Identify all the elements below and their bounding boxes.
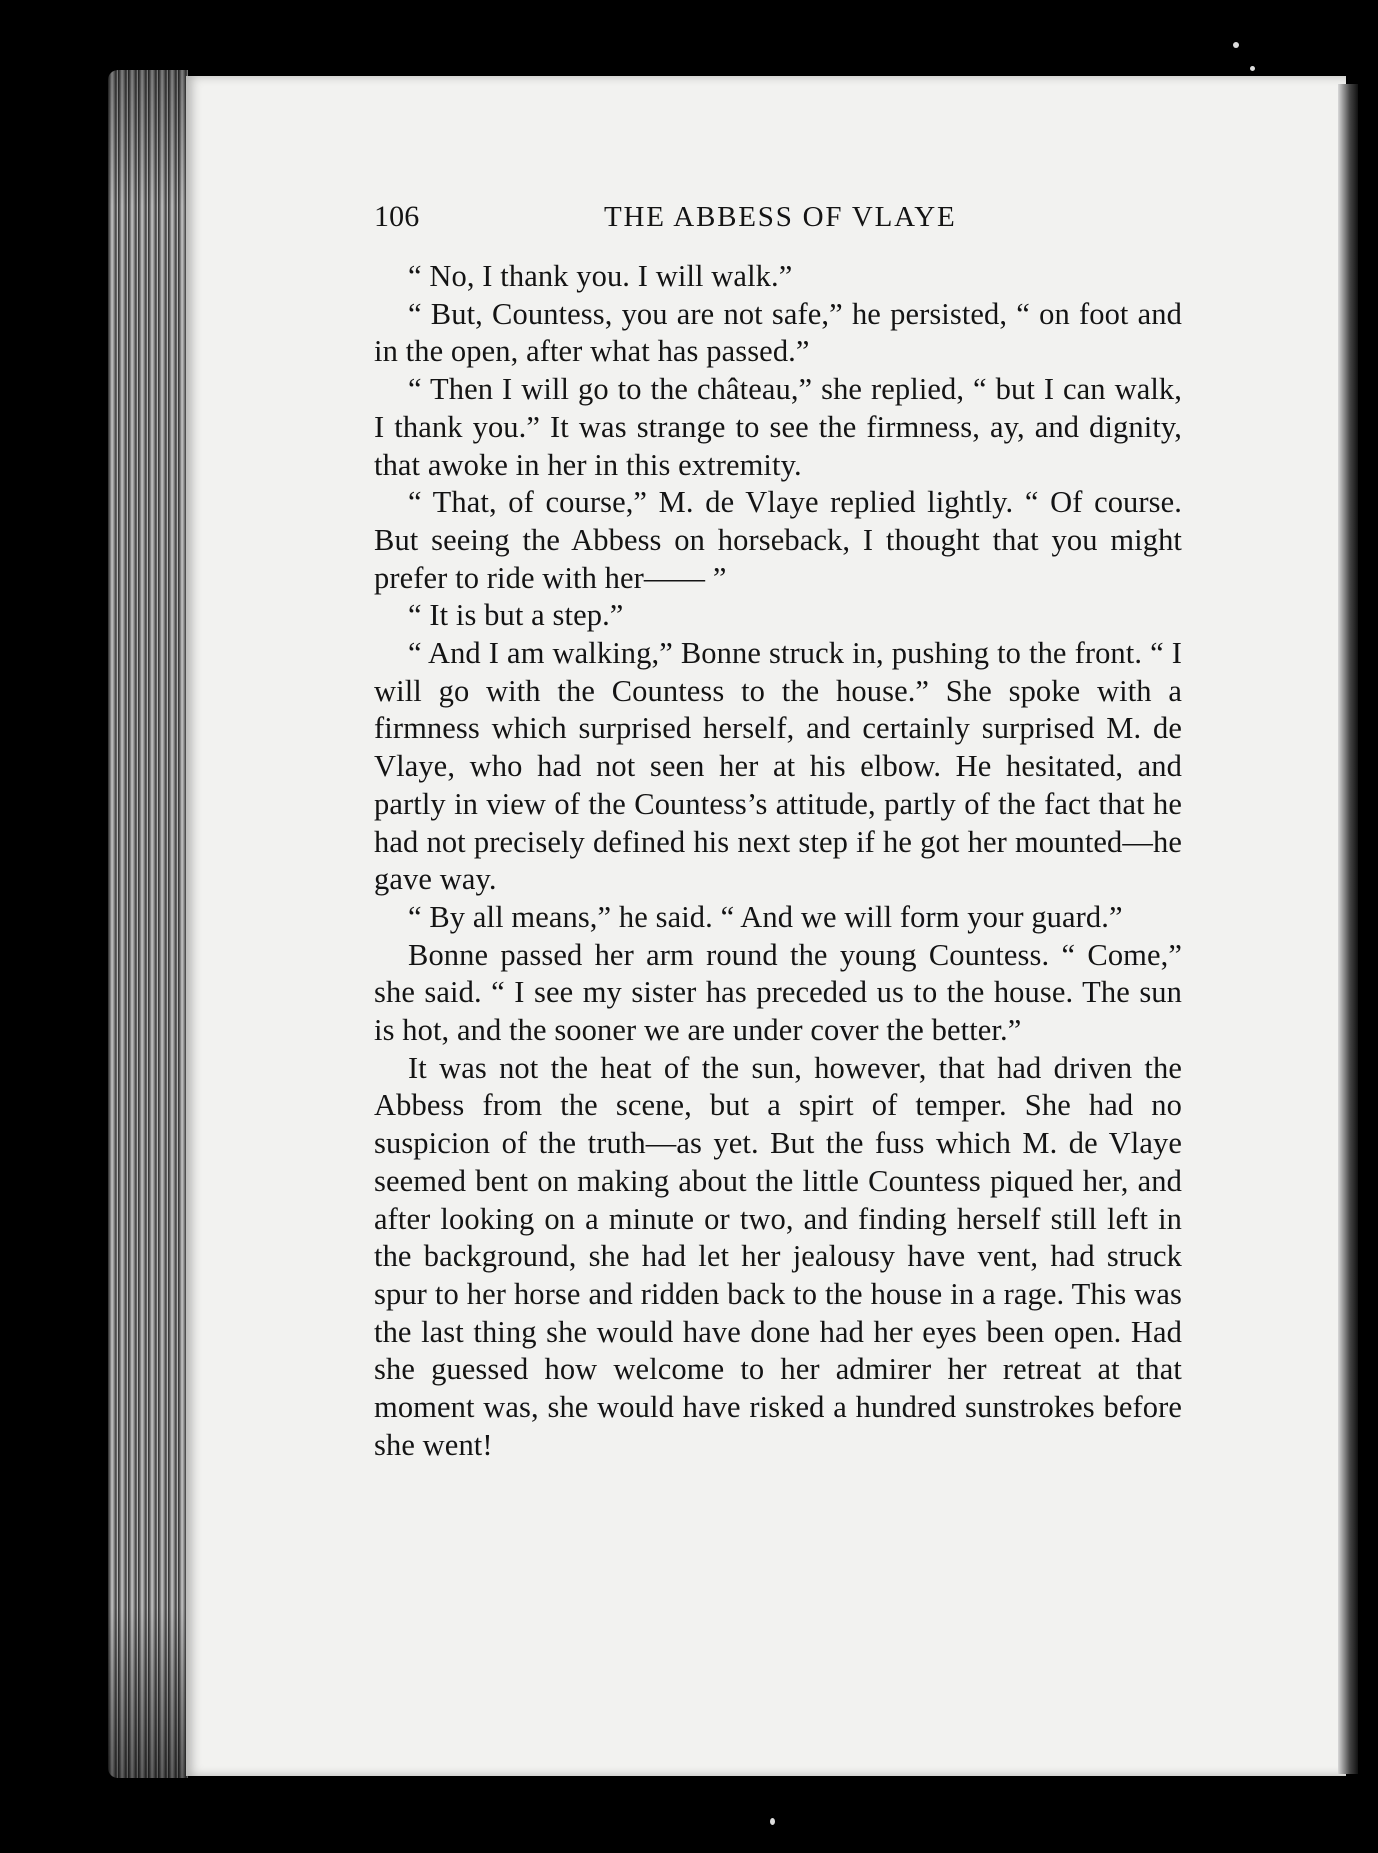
scan-speck [1233,42,1239,48]
running-title: THE ABBESS OF VLAYE [604,201,957,233]
paragraph: Bonne passed her arm round the young Countess. “ Come,” she said. “ I see my sister has preceded us to the house. The sun is hot, and the sooner we are under cover the better.” [374,937,1182,1048]
paragraph: “ And I am walking,” Bonne struck in, pushing to the front. “ I will go with the Countess to the house.” She spoke with a firmness which surprised herself, and certainly surprised M. de Vlaye, who had not seen her at his elbow. He hesitated, and partly in view of the Countess’s attitude, partly of the fact that he had not precisely defined his next step if he got her mounted—he gave way. [374,636,1182,897]
paragraph: “ That, of course,” M. de Vlaye replied lightly. “ Of course. But seeing the Abbess on horseback, I thought that you might prefer to ride with her—— ” [374,485,1182,595]
paragraph: “ No, I thank you. I will walk.” [408,259,793,293]
paragraph: “ But, Countess, you are not safe,” he persisted, “ on foot and in the open, after what has passed.” [374,296,1182,369]
book-page-edges [108,70,188,1778]
text-block [374,198,1182,1465]
running-head [374,198,1182,244]
paragraph: “ Then I will go to the château,” she replied, “ but I can walk, I thank you.” It was strange to see the firmness, ay, and dignity, that awoke in her in this extremity. [374,372,1182,482]
paragraph: It was not the heat of the sun, however, that had driven the Abbess from the scene, but a spirt of temper. She had no suspicion of the truth—as yet. But the fuss which M. de Vlaye seemed bent on making about the little Countess piqued her, and after looking on a minute or two, and finding herself still left in the background, she had let her jealousy have vent, had struck spur to her horse and ridden back to the house in a rage. This was the last thing she would have done had her eyes been open. Had she guessed how welcome to her admirer her retreat at that moment was, she would have risked a hundred sunstrokes before she went! [374,1050,1182,1462]
right-gutter-shadow [1338,84,1358,1774]
page-number: 106 [374,200,420,233]
paragraph: “ By all means,” he said. “ And we will form your guard.” [408,899,1123,934]
scan-speck [1250,66,1255,71]
scan-speck [770,1818,775,1825]
paragraph: “ It is but a step.” [408,598,624,633]
